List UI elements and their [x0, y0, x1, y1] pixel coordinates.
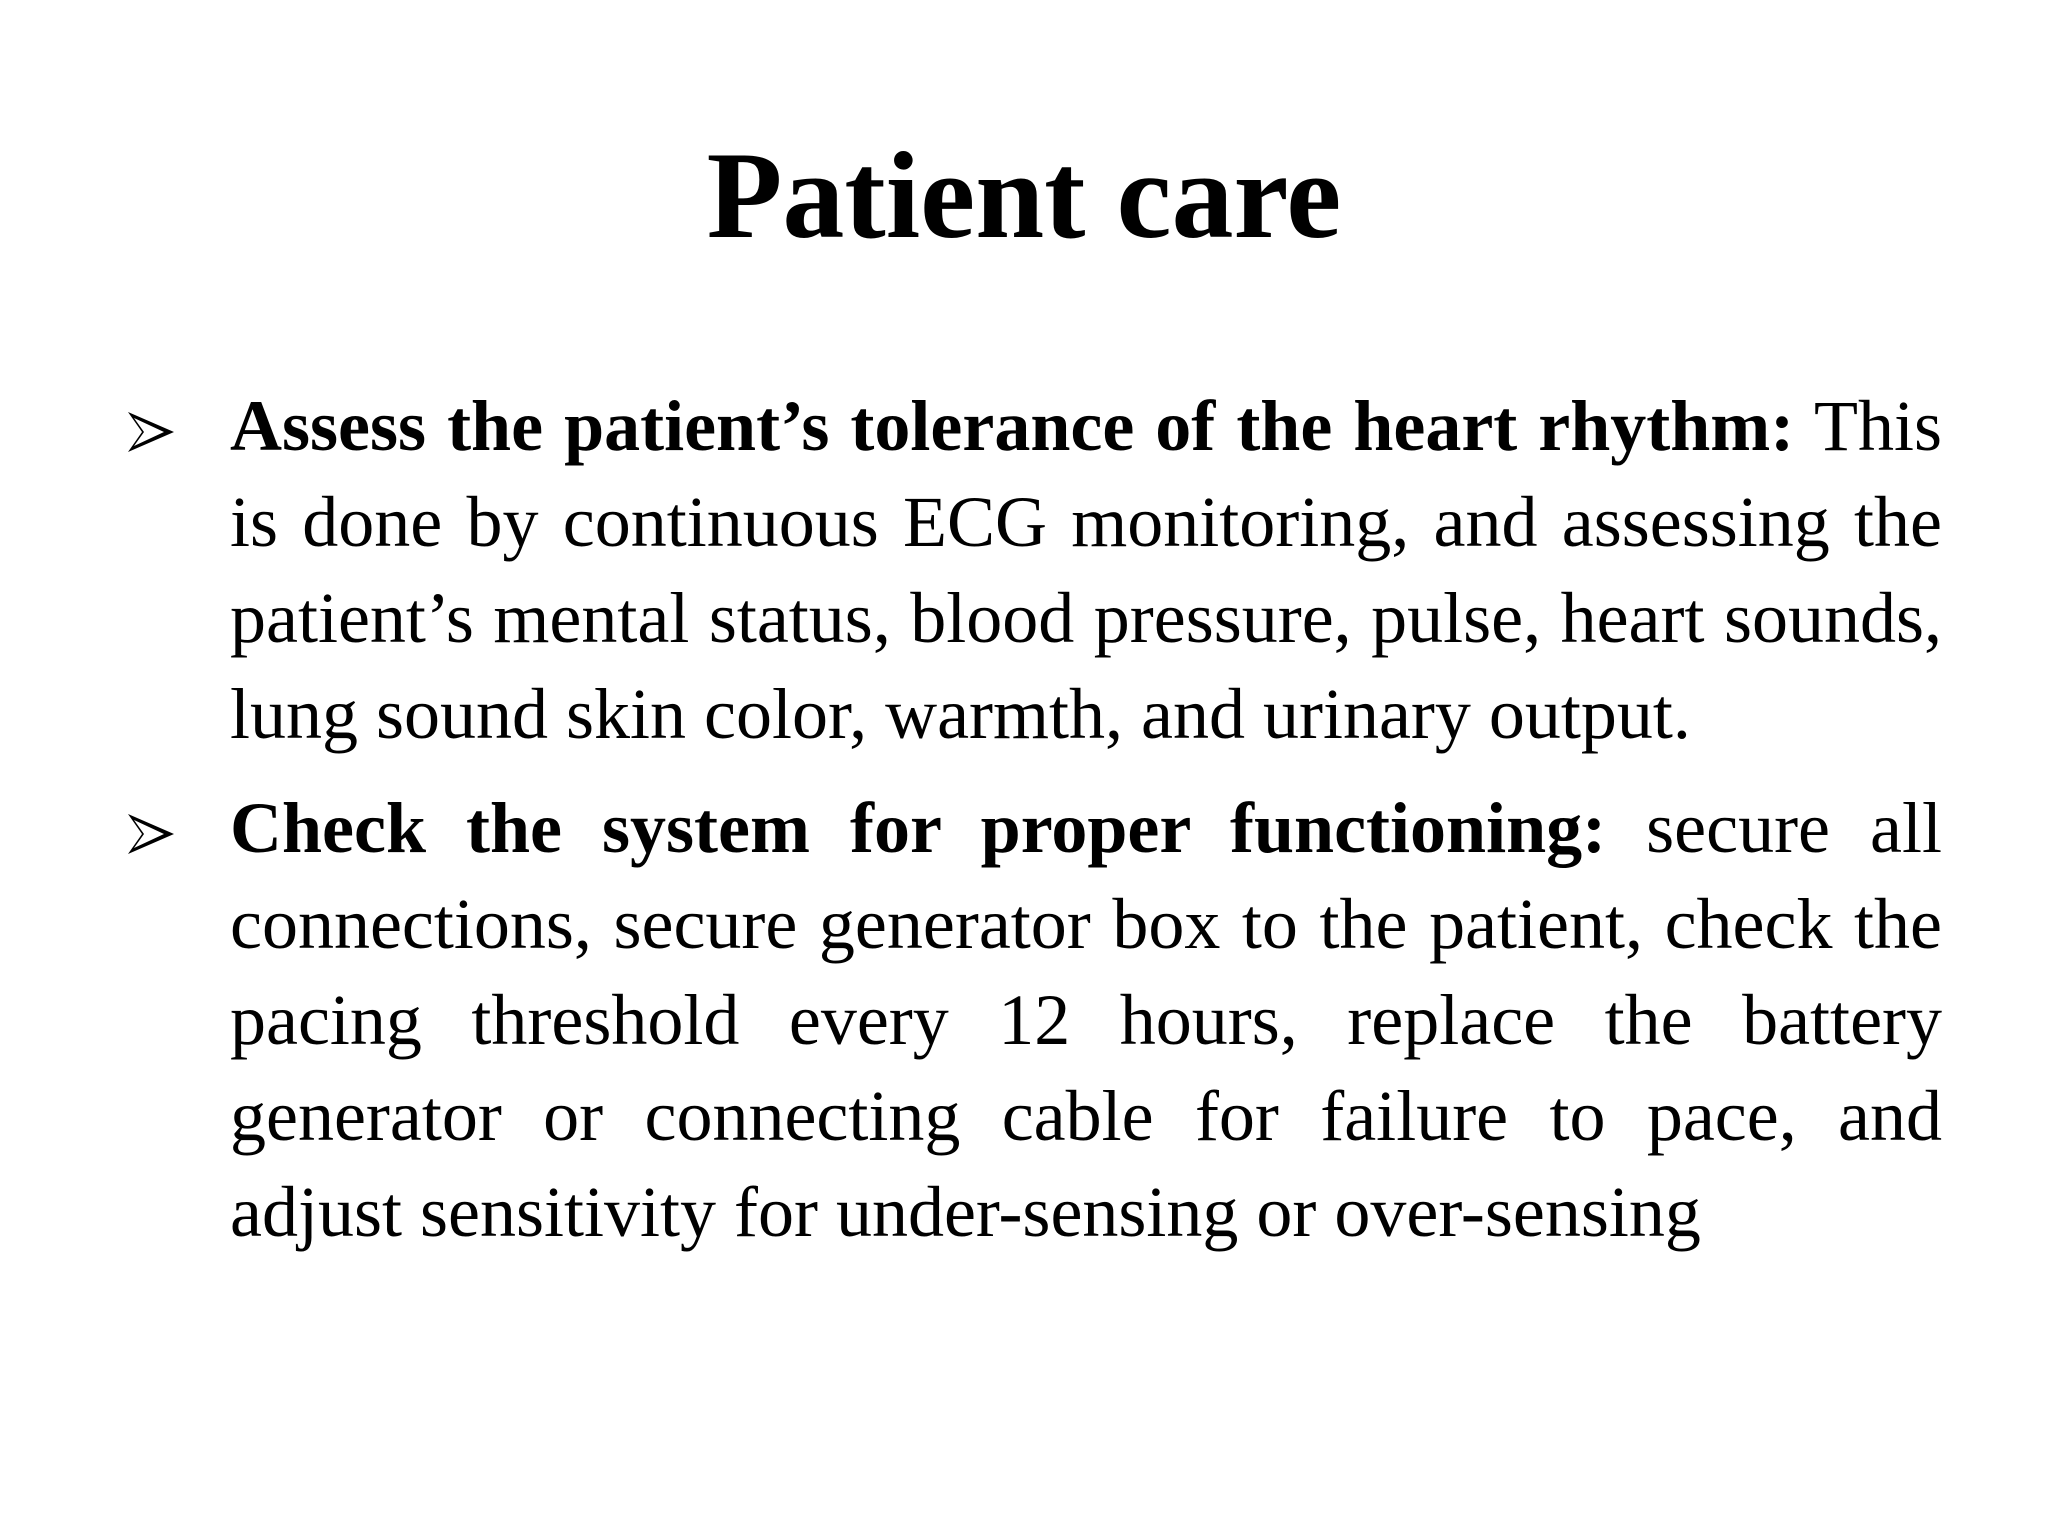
bullet-heading: Check the system for proper functioning:	[230, 788, 1607, 868]
bullet-item	[230, 780, 1942, 1260]
slide-title: Patient care	[706, 127, 1342, 264]
arrowhead-bullet-icon	[128, 814, 174, 854]
bullet-body: secure all connections, secure generator box to the patient, check the pacing threshold every 12 hours, replace the battery generator or connecting cable for failure to pace, and adjust sensitivity for under-sensing or over-sensing	[230, 788, 1942, 1252]
bullet-body: This is done by continuous ECG monitoring, and assessing the patient’s mental status, blood pressure, pulse, heart sounds, lung sound skin color, warmth, and urinary output.	[230, 386, 1942, 754]
bullet-list	[0, 378, 2048, 1278]
bullet-heading: Assess the patient’s tolerance of the heart rhythm:	[230, 386, 1795, 466]
arrowhead-bullet-icon	[128, 412, 174, 452]
bullet-item	[230, 378, 1942, 762]
